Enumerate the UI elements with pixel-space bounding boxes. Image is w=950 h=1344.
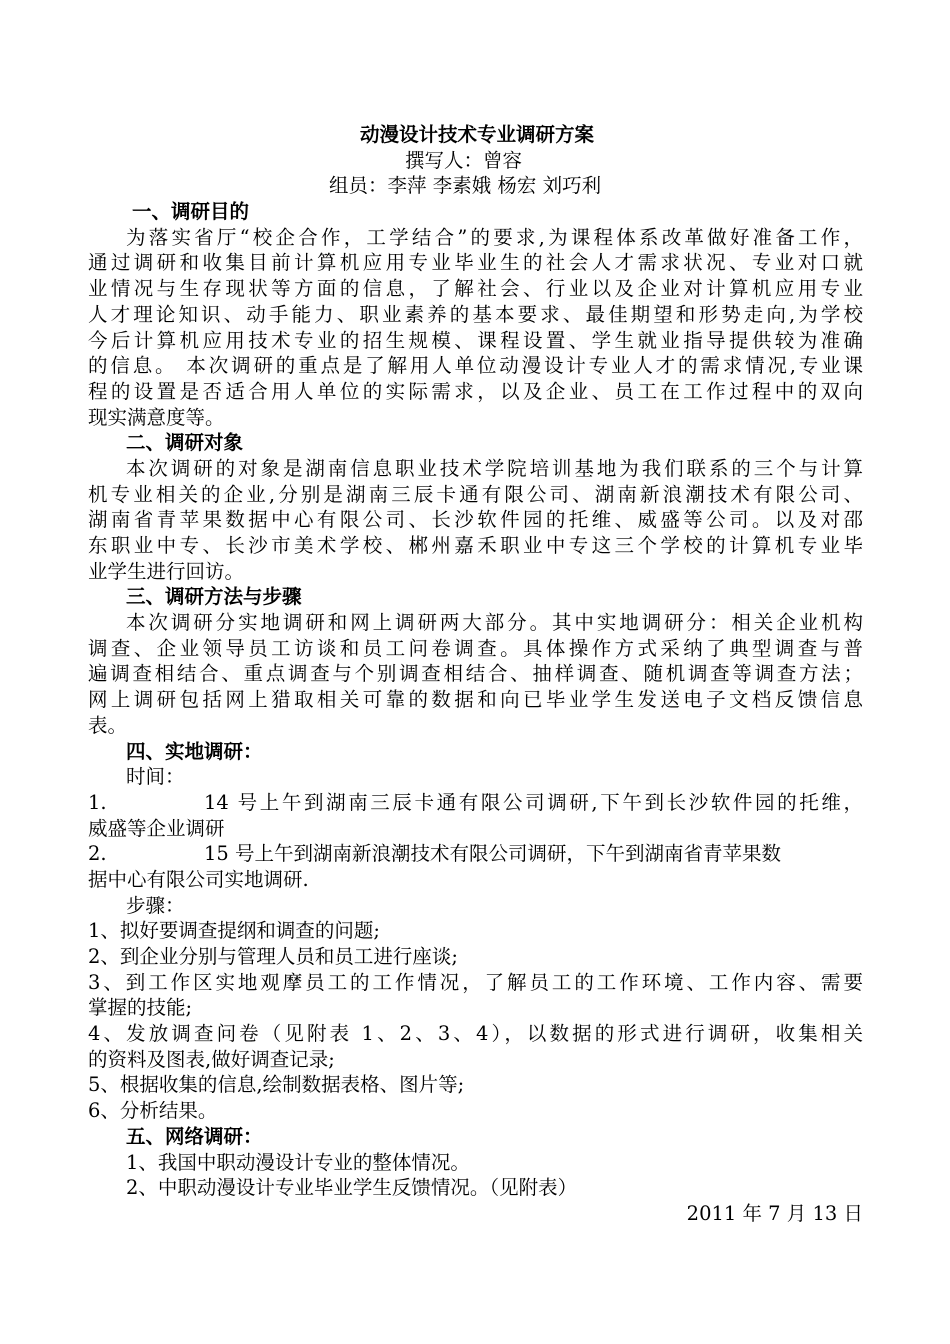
paragraph-line: 本次调研分实地调研和网上调研两大部分。其中实地调研分：相关企业机构 bbox=[126, 611, 863, 635]
document-date: 2011 年 7 月 13 日 bbox=[686, 1201, 863, 1225]
section-heading-purpose: 一、调研目的 bbox=[132, 200, 250, 224]
section-heading-subjects: 二、调研对象 bbox=[126, 431, 244, 455]
paragraph-line: 本次调研的对象是湖南信息职业技术学院培训基地为我们联系的三个与计算 bbox=[126, 456, 863, 480]
online-item: 1、我国中职动漫设计专业的整体情况。 bbox=[126, 1150, 470, 1174]
paragraph-line: 湖南省青苹果数据中心有限公司、长沙软件园的托维、威盛等公司。以及对邵 bbox=[88, 508, 863, 532]
paragraph-line: 人才理论知识、动手能力、职业素养的基本要求、最佳期望和形势走向,为学校 bbox=[88, 302, 863, 326]
step-line: 1、拟好要调查提纲和调查的问题; bbox=[88, 919, 380, 943]
steps-label: 步骤： bbox=[126, 893, 185, 917]
paragraph-line: 通过调研和收集目前计算机应用专业毕业生的社会人才需求状况、专业对口就 bbox=[88, 251, 863, 275]
section-heading-field-research: 四、实地调研： bbox=[126, 739, 263, 763]
online-item: 2、中职动漫设计专业毕业学生反馈情况。（见附表） bbox=[126, 1176, 578, 1200]
schedule-item-continuation: 据中心有限公司实地调研. bbox=[88, 867, 309, 891]
step-line: 的资料及图表,做好调查记录; bbox=[88, 1047, 335, 1071]
paragraph-line: 网上调研包括网上猎取相关可靠的数据和向已毕业学生发送电子文档反馈信息 bbox=[88, 688, 863, 712]
step-line: 4、发放调查问卷（见附表 1、2、3、4），以数据的形式进行调研，收集相关 bbox=[88, 1022, 863, 1046]
document-page bbox=[88, 122, 863, 1227]
paragraph-line: 现实满意度等。 bbox=[88, 405, 225, 429]
document-author: 撰写人：曾容 bbox=[405, 148, 523, 172]
step-line: 掌握的技能; bbox=[88, 996, 193, 1020]
paragraph-line: 东职业中专、长沙市美术学校、郴州嘉禾职业中专这三个学校的计算机专业毕 bbox=[88, 534, 863, 557]
schedule-item-number: 1. bbox=[88, 790, 107, 814]
paragraph-line: 业情况与生存现状等方面的信息，了解社会、行业以及企业对计算机应用专业 bbox=[88, 277, 863, 301]
schedule-item-text: 15 号上午到湖南新浪潮技术有限公司调研，下午到湖南省青苹果数 bbox=[204, 842, 782, 866]
section-heading-online-research: 五、网络调研： bbox=[126, 1124, 263, 1148]
paragraph-line: 程的设置是否适合用人单位的实际需求，以及企业、员工在工作过程中的双向 bbox=[88, 379, 863, 403]
paragraph-line: 机专业相关的企业,分别是湖南三辰卡通有限公司、湖南新浪潮技术有限公司、 bbox=[88, 482, 863, 506]
paragraph-line: 为落实省厅“校企合作，工学结合”的要求,为课程体系改革做好准备工作， bbox=[126, 225, 863, 249]
step-line: 3、到工作区实地观摩员工的工作情况，了解员工的工作环境、工作内容、需要 bbox=[88, 970, 863, 994]
step-line: 5、根据收集的信息,绘制数据表格、图片等; bbox=[88, 1073, 465, 1097]
time-label: 时间： bbox=[126, 765, 185, 789]
paragraph-line: 遍调查相结合、重点调查与个别调查相结合、抽样调查、随机调查等调查方法； bbox=[88, 662, 863, 686]
paragraph-line: 表。 bbox=[88, 713, 128, 737]
paragraph-line: 调查、企业领导员工访谈和员工问卷调查。具体操作方式采纳了典型调查与普 bbox=[88, 636, 863, 660]
paragraph-line: 今后计算机应用技术专业的招生规模、课程设置、学生就业指导提供较为准确 bbox=[88, 328, 863, 352]
schedule-item-continuation: 威盛等企业调研 bbox=[88, 816, 225, 840]
schedule-item-number: 2. bbox=[88, 842, 107, 866]
document-group-members: 组员：李萍 李素娥 杨宏 刘巧利 bbox=[329, 174, 602, 198]
schedule-item-text: 14 号上午到湖南三辰卡通有限公司调研,下午到长沙软件园的托维， bbox=[204, 790, 863, 814]
paragraph-line: 的信息。 本次调研的重点是了解用人单位动漫设计专业人才的需求情况,专业课 bbox=[88, 354, 863, 378]
step-line: 2、到企业分别与管理人员和员工进行座谈; bbox=[88, 945, 458, 968]
document-title: 动漫设计技术专业调研方案 bbox=[360, 123, 595, 146]
paragraph-line: 业学生进行回访。 bbox=[88, 559, 245, 583]
schedule-item bbox=[88, 790, 863, 816]
section-heading-methods: 三、调研方法与步骤 bbox=[126, 585, 302, 609]
schedule-item bbox=[88, 841, 863, 867]
step-line: 6、分析结果。 bbox=[88, 1099, 218, 1123]
